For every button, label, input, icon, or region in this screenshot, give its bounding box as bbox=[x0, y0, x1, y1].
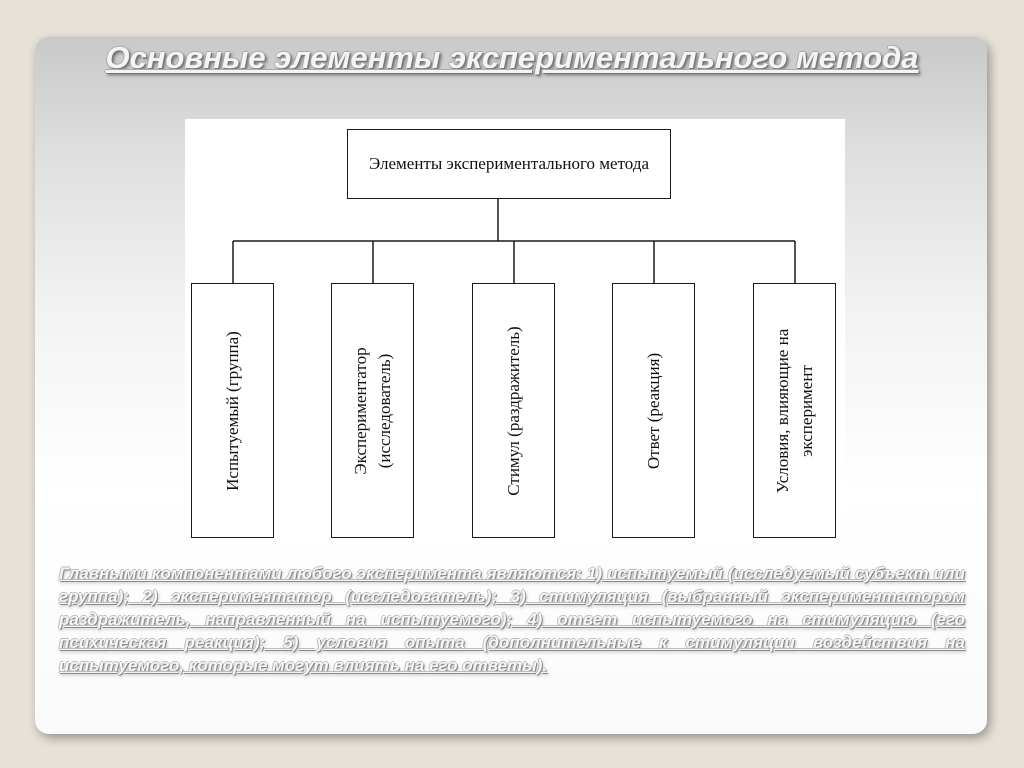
child-node-response bbox=[612, 283, 695, 538]
slide-title: Основные элементы экспериментального метода bbox=[105, 40, 919, 75]
child-node-conditions-label: Условия, влияющие на эксперимент bbox=[772, 328, 816, 493]
child-node-experimenter-label: Экспериментатор (исследователь) bbox=[350, 346, 394, 475]
child-node-subject bbox=[191, 283, 274, 538]
root-node bbox=[347, 129, 671, 199]
child-node-subject-label: Испытуемый (группа) bbox=[222, 330, 242, 491]
child-node-experimenter bbox=[331, 283, 414, 538]
root-node-label: Элементы экспериментального метода bbox=[368, 154, 650, 173]
child-node-conditions bbox=[753, 283, 836, 538]
child-node-response-label: Ответ (реакция) bbox=[643, 352, 663, 469]
slide-caption: Главными компонентами любого эксперимента являются: 1) испытуемый (исследуемый субъект или группа); 2) экспериментатор (исследователь); 3) стимуляция (выбранный экспериментатором раздражитель, направленный на испытуемого); 4) ответ испытуемого на стимуляцию (его психическая реакция); 5) условия опыта (дополнительные к стимуляции воздействия на испытуемого, которые могут влиять на его ответы). bbox=[59, 564, 965, 675]
child-node-stimulus-label: Стимул (раздражитель) bbox=[503, 325, 523, 496]
hierarchy-diagram bbox=[185, 119, 845, 542]
child-node-stimulus bbox=[472, 283, 555, 538]
